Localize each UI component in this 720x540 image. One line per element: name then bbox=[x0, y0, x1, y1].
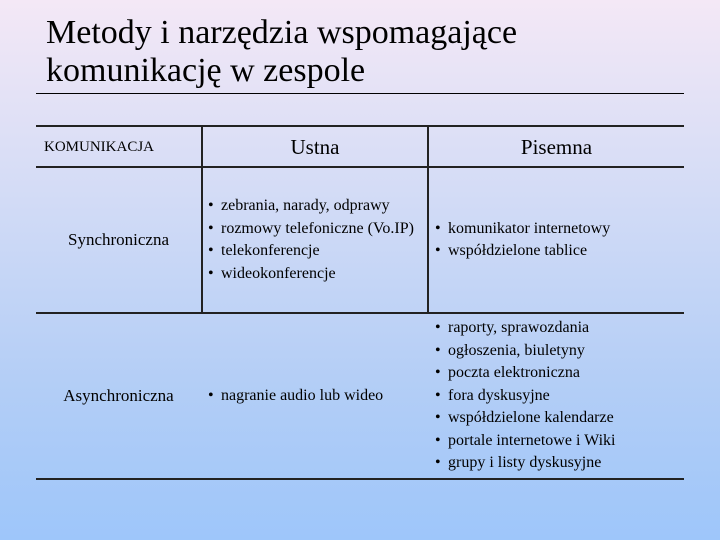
row-label-asynchroniczna: Asynchroniczna bbox=[63, 386, 174, 405]
list-item: • portale internetowe i Wiki bbox=[433, 430, 615, 453]
list-item: • współdzielone kalendarze bbox=[433, 407, 615, 430]
list-item: • rozmowy telefoniczne (Vo.IP) bbox=[206, 218, 414, 241]
list-item: • zebrania, narady, odprawy bbox=[206, 195, 414, 218]
cell-sync-ustna bbox=[206, 168, 426, 312]
list-item: • nagranie audio lub wideo bbox=[206, 385, 383, 408]
list-item: • wideokonferencje bbox=[206, 263, 414, 286]
row-label-synchroniczna: Synchroniczna bbox=[67, 230, 170, 249]
list-item: • współdzielone tablice bbox=[433, 240, 610, 263]
list-sync-pisemna bbox=[433, 218, 610, 263]
header-pisemna: Pisemna bbox=[520, 134, 593, 159]
list-item: • poczta elektroniczna bbox=[433, 362, 615, 385]
cell-sync-pisemna bbox=[433, 168, 683, 312]
list-item: • fora dyskusyjne bbox=[433, 385, 615, 408]
cell-async-ustna bbox=[206, 314, 426, 478]
list-async-pisemna bbox=[433, 317, 615, 475]
list-item: • grupy i listy dyskusyjne bbox=[433, 452, 615, 475]
header-ustna: Ustna bbox=[290, 134, 340, 159]
list-async-ustna bbox=[206, 385, 383, 408]
list-item: • ogłoszenia, biuletyny bbox=[433, 340, 615, 363]
slide-title bbox=[46, 14, 706, 90]
col-divider-1-row1 bbox=[201, 166, 203, 312]
list-item: • telekonferencje bbox=[206, 240, 414, 263]
header-corner: KOMUNIKACJA bbox=[44, 138, 155, 155]
col-divider-2-row1 bbox=[427, 166, 429, 312]
list-sync-ustna bbox=[206, 195, 414, 285]
cell-async-pisemna bbox=[433, 314, 683, 478]
title-line-1: Metody i narzędzia wspomagające bbox=[46, 14, 518, 51]
list-item: • komunikator internetowy bbox=[433, 218, 610, 241]
table-bottom-rule bbox=[36, 478, 684, 480]
title-underline bbox=[36, 93, 684, 94]
title-line-2: komunikację w zespole bbox=[46, 52, 366, 89]
list-item: • raporty, sprawozdania bbox=[433, 317, 615, 340]
